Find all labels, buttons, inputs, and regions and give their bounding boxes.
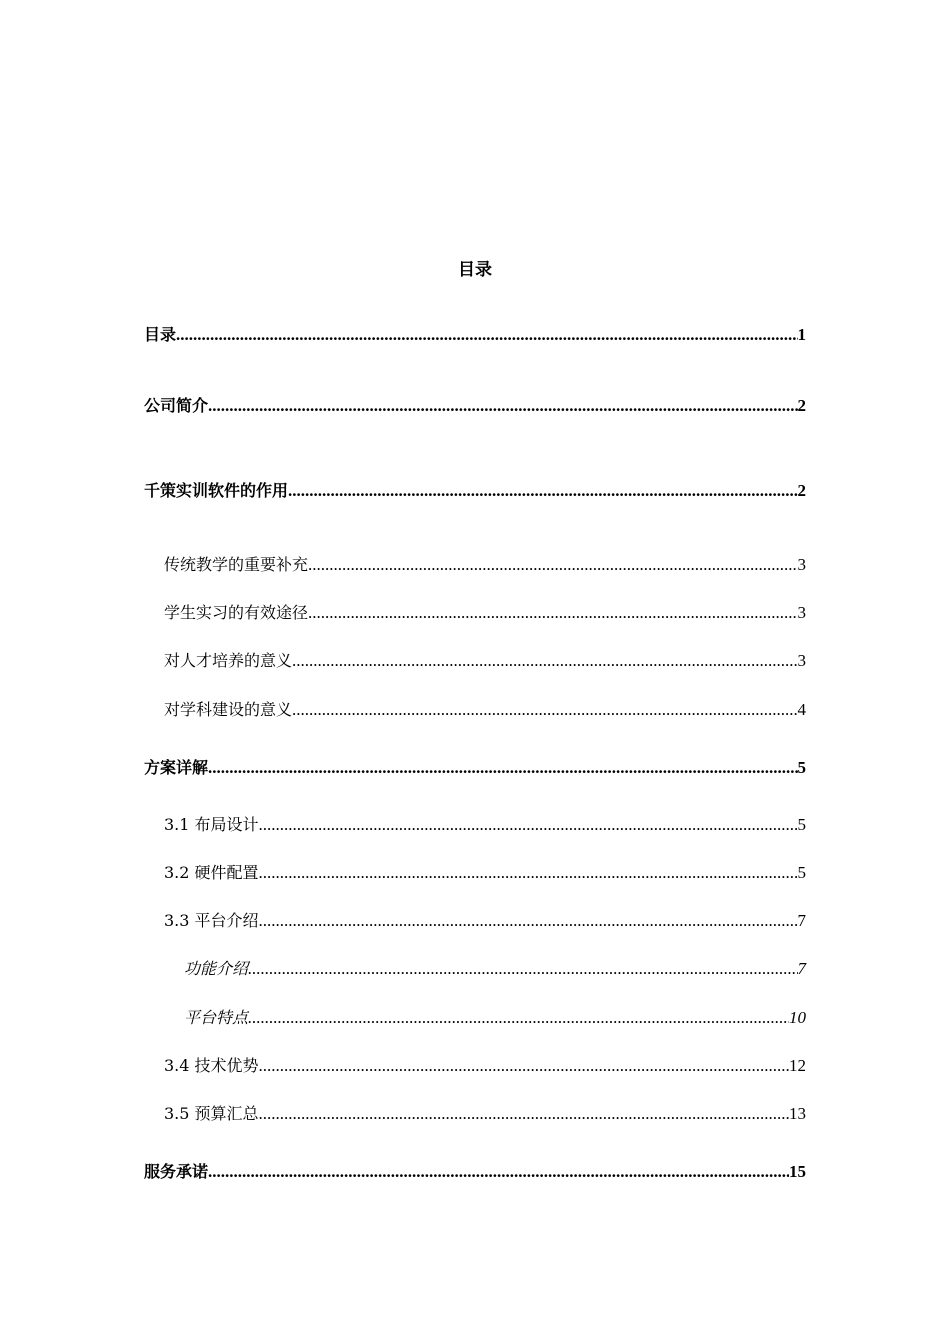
toc-entry-service-commitment[interactable] — [144, 1160, 806, 1184]
dot-leader — [292, 649, 797, 673]
toc-entry-label: 平台特点 — [184, 1008, 249, 1027]
toc-entry-page: 5 — [797, 758, 806, 777]
dot-leader — [248, 957, 797, 981]
toc-entry-platform-features[interactable] — [184, 1006, 806, 1030]
toc-entry-function-intro[interactable] — [184, 957, 806, 981]
dot-leader — [259, 1054, 789, 1078]
toc-entry-page: 1 — [797, 325, 806, 344]
toc-entry-label: 传统教学的重要补充 — [164, 555, 309, 574]
toc-entry-internship-path[interactable] — [164, 601, 806, 625]
toc-entry-label: 对学科建设的意义 — [164, 700, 293, 719]
dot-leader — [308, 553, 797, 577]
toc-entry-label: 3.4 技术优势 — [164, 1056, 259, 1075]
toc-heading: 目录 — [458, 260, 492, 280]
dot-leader — [308, 601, 797, 625]
dot-leader — [208, 1160, 789, 1184]
toc-entry-page: 13 — [789, 1104, 806, 1123]
dot-leader — [259, 813, 798, 837]
toc-entry-page: 3 — [797, 651, 806, 670]
toc-entry-page: 10 — [789, 1008, 806, 1027]
toc-entry-platform-intro[interactable] — [164, 909, 806, 933]
toc-entry-label: 服务承诺 — [144, 1162, 209, 1181]
toc-entry-contents[interactable] — [144, 323, 806, 347]
toc-entry-page: 5 — [797, 815, 806, 834]
toc-entry-budget-summary[interactable] — [164, 1102, 806, 1126]
toc-entry-discipline-building[interactable] — [164, 698, 806, 722]
toc-entry-page: 5 — [797, 863, 806, 882]
dot-leader — [208, 756, 797, 780]
dot-leader — [288, 479, 797, 503]
dot-leader — [259, 861, 798, 885]
toc-entry-page: 12 — [789, 1056, 806, 1075]
dot-leader — [292, 698, 797, 722]
toc-entry-talent-training[interactable] — [164, 649, 806, 673]
toc-entry-tech-advantages[interactable] — [164, 1054, 806, 1078]
toc-entry-label: 学生实习的有效途径 — [164, 603, 309, 622]
dot-leader — [176, 323, 797, 347]
toc-entry-page: 15 — [789, 1162, 806, 1181]
toc-entry-page: 2 — [797, 481, 806, 500]
toc-entry-label: 3.3 平台介绍 — [164, 911, 259, 930]
toc-entry-layout-design[interactable] — [164, 813, 806, 837]
toc-entry-label: 千策实训软件的作用 — [144, 481, 289, 500]
toc-entry-label: 方案详解 — [144, 758, 209, 777]
dot-leader — [259, 909, 798, 933]
toc-entry-hardware-config[interactable] — [164, 861, 806, 885]
toc-entry-page: 7 — [797, 959, 806, 978]
dot-leader — [259, 1102, 789, 1126]
toc-entry-page: 3 — [797, 603, 806, 622]
dot-leader — [208, 394, 797, 418]
toc-entry-label: 目录 — [144, 325, 177, 344]
toc-entry-label: 公司简介 — [144, 396, 209, 415]
toc-entry-label: 3.5 预算汇总 — [164, 1104, 259, 1123]
toc-entry-software-role[interactable] — [144, 479, 806, 503]
toc-entry-page: 7 — [797, 911, 806, 930]
toc-entry-company-profile[interactable] — [144, 394, 806, 418]
dot-leader — [248, 1006, 789, 1030]
toc-entry-label: 3.2 硬件配置 — [164, 863, 259, 882]
toc-entry-label: 功能介绍 — [184, 959, 249, 978]
toc-entry-label: 对人才培养的意义 — [164, 651, 293, 670]
toc-entry-page: 3 — [797, 555, 806, 574]
toc-entry-page: 2 — [797, 396, 806, 415]
toc-entry-label: 3.1 布局设计 — [164, 815, 259, 834]
toc-entry-solution-details[interactable] — [144, 756, 806, 780]
toc-entry-teaching-supplement[interactable] — [164, 553, 806, 577]
toc-entry-page: 4 — [797, 700, 806, 719]
